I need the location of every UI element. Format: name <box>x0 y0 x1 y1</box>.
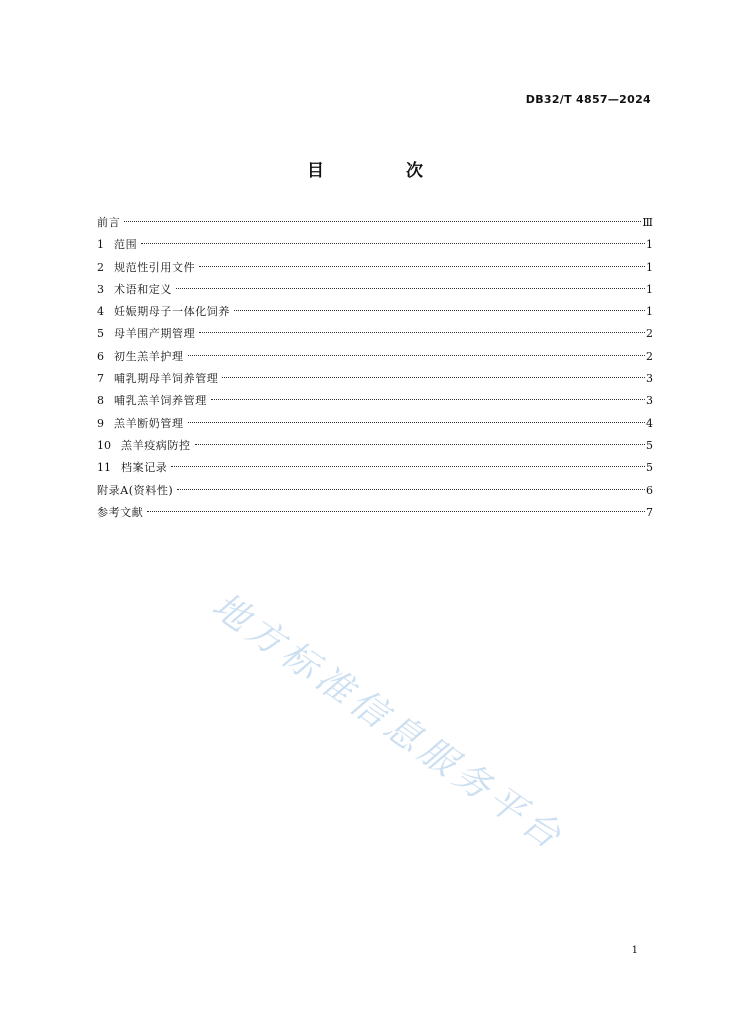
toc-leader-dots <box>234 310 645 311</box>
watermark: 地方标准信息服务平台 <box>204 585 573 860</box>
toc-entry-label: 羔羊疫病防控 <box>121 438 191 452</box>
toc-entry-number: 2 <box>97 260 104 274</box>
toc-leader-dots <box>171 466 645 467</box>
toc-entry-label: 规范性引用文件 <box>114 260 196 274</box>
toc-entry-number: 3 <box>97 282 104 296</box>
toc-entry-8[interactable] <box>97 390 653 412</box>
toc-entry-label: 妊娠期母子一体化饲养 <box>114 305 230 319</box>
toc-entry-label: 参考文献 <box>97 505 144 519</box>
toc-entry-page: 5 <box>646 461 653 475</box>
page-number: 1 <box>631 945 638 956</box>
toc-entry-label: 母羊围产期管理 <box>114 327 196 341</box>
toc-entry-label: 前言 <box>97 216 121 229</box>
toc-title: 目 次 <box>307 161 461 181</box>
toc-entry-foreword[interactable] <box>97 212 653 234</box>
toc-entry-page: 1 <box>646 282 653 296</box>
toc-leader-dots <box>188 355 645 356</box>
toc-leader-dots <box>177 489 645 490</box>
toc-entry-page: Ⅲ <box>642 216 653 229</box>
toc-entry-label: 术语和定义 <box>114 282 172 296</box>
toc-entry-appendix-a[interactable] <box>97 480 653 502</box>
toc-leader-dots <box>188 422 645 423</box>
toc-entry-10[interactable] <box>97 435 653 457</box>
toc-entry-6[interactable] <box>97 346 653 368</box>
toc-entry-number: 6 <box>97 349 104 363</box>
toc-entry-page: 1 <box>646 238 653 252</box>
toc-entry-number: 5 <box>97 327 104 341</box>
toc-entry-page: 5 <box>646 438 653 452</box>
toc-entry-page: 6 <box>646 483 653 497</box>
toc-entry-number: 1 <box>97 238 104 252</box>
toc-entry-label: 羔羊断奶管理 <box>114 416 184 430</box>
toc-entry-label: 哺乳羔羊饲养管理 <box>114 394 207 408</box>
toc-entry-number: 7 <box>97 372 104 386</box>
toc-entry-11[interactable] <box>97 457 653 479</box>
toc-entry-label: 附录A(资料性) <box>97 483 174 497</box>
toc-entry-9[interactable] <box>97 413 653 435</box>
document-code: DB32/T 4857—2024 <box>525 93 651 106</box>
toc-entry-label: 哺乳期母羊饲养管理 <box>114 372 219 386</box>
toc-entry-number: 10 <box>97 438 111 452</box>
toc-entry-page: 1 <box>646 305 653 319</box>
toc-leader-dots <box>199 266 645 267</box>
toc-leader-dots <box>176 288 645 289</box>
toc-entry-page: 4 <box>646 416 653 430</box>
toc-entry-label: 初生羔羊护理 <box>114 349 184 363</box>
toc-entry-2[interactable] <box>97 257 653 279</box>
toc-entry-1[interactable] <box>97 234 653 256</box>
toc-entry-number: 4 <box>97 305 104 319</box>
toc-leader-dots <box>199 332 645 333</box>
toc-leader-dots <box>147 511 645 512</box>
toc-entry-number: 11 <box>97 461 111 475</box>
toc-leader-dots <box>141 243 645 244</box>
toc-entry-page: 7 <box>646 505 653 519</box>
toc-entry-page: 2 <box>646 349 653 363</box>
table-of-contents <box>97 212 653 524</box>
toc-entry-page: 1 <box>646 260 653 274</box>
toc-entry-page: 3 <box>646 372 653 386</box>
toc-entry-5[interactable] <box>97 323 653 345</box>
toc-leader-dots <box>124 221 641 222</box>
toc-entry-label: 档案记录 <box>121 461 168 475</box>
toc-entry-7[interactable] <box>97 368 653 390</box>
toc-leader-dots <box>195 444 645 445</box>
toc-entry-page: 3 <box>646 394 653 408</box>
toc-entry-number: 8 <box>97 394 104 408</box>
toc-entry-4[interactable] <box>97 301 653 323</box>
toc-entry-page: 2 <box>646 327 653 341</box>
toc-entry-3[interactable] <box>97 279 653 301</box>
toc-entry-references[interactable] <box>97 502 653 524</box>
toc-leader-dots <box>222 377 645 378</box>
toc-leader-dots <box>211 399 645 400</box>
toc-entry-number: 9 <box>97 416 104 430</box>
toc-entry-label: 范围 <box>114 238 138 252</box>
